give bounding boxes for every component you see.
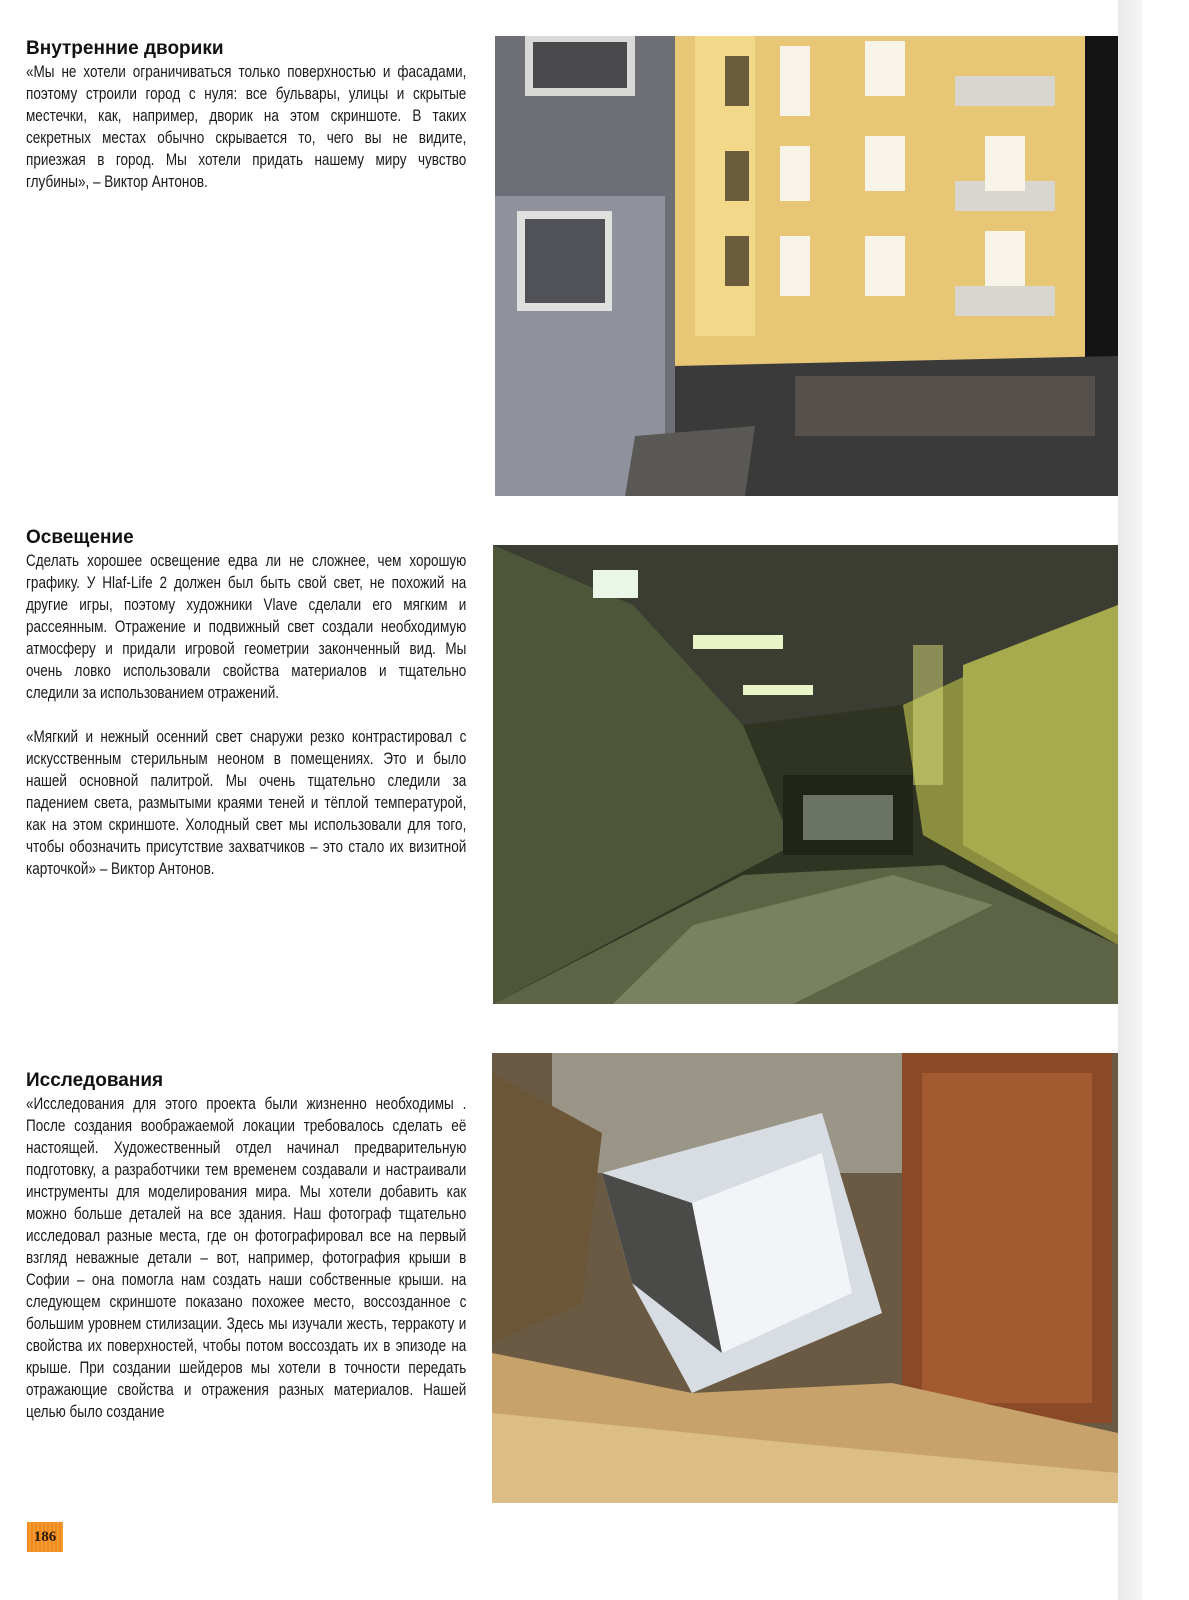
page-number: 186 bbox=[27, 1522, 63, 1552]
courtyard-photo bbox=[495, 36, 1118, 496]
section-title: Освещение bbox=[26, 527, 134, 548]
section-paragraph: «Исследования для этого проекта были жизненно необходимы . После создания воображаемой локации требовалось сделать её настоящей. Художественный отдел начинал предварительную подготовку, а разработчики тем временем создавали и настраивали инструменты для моделирования мира. Мы хотели добавить как можно больше деталей на все здания. Наш фотограф тщательно исследовал разные места, где он фотографировал все на первый взгляд неважные детали – вот, например, фотография крыши в Софии – она помогла нам создать наши собственные крыши. на следующем скриншоте показано похожее место, воссозданное с большим уровнем стилизации. Здесь мы изучали жесть, терракоту и свойства их поверхностей, чтобы потом воссоздать их в эпизоде на крыше. При создании шейдеров мы хотели в точности передать отражающие свойства и отражения разных материалов. Нашей целью было создание bbox=[26, 1095, 467, 1421]
section-paragraph: Сделать хорошее освещение едва ли не сложнее, чем хорошую графику. У Hlaf-Life 2 должен был быть свой свет, не похожий на другие игры, поэтому художники Vlave сделали его мягким и рассеянным. Отражение и подвижный свет создали необходимую атмосферу и придали игровой геометрии законченный вид. Мы очень ловко использовали свойства материалов и тщательно следили за использованием отражений. bbox=[26, 552, 467, 702]
section-title: Внутренние дворики bbox=[26, 38, 224, 59]
section-research bbox=[26, 1069, 466, 1423]
section-paragraph: «Мы не хотели ограничиваться только поверхностью и фасадами, поэтому строили город с нуля: все бульвары, улицы и скрытые местечки, как, например, дворик на этом скриншоте. В таких секретных местах обычно скрывается то, чего вы не видите, приезжая в город. Мы хотели придать нашему миру чувство глубины», – Виктор Антонов. bbox=[26, 63, 467, 191]
section-lighting bbox=[26, 526, 466, 880]
section-paragraph: «Мягкий и нежный осенний свет снаружи резко контрастировал с искусственным стерильным неоном в помещениях. Это и было нашей основной палитрой. Мы очень тщательно следили за падением света, размытыми краями теней и тёплой температурой, как на этом скриншоте. Холодный свет мы использовали для того, чтобы обозначить присутствие захватчиков – это стало их визитной карточкой» – Виктор Антонов. bbox=[26, 728, 467, 878]
section-title: Исследования bbox=[26, 1070, 164, 1091]
page-edge bbox=[1118, 0, 1142, 1600]
tunnel-photo bbox=[493, 545, 1118, 1004]
section-courtyards bbox=[26, 37, 466, 193]
rooftop-photo bbox=[492, 1053, 1118, 1503]
